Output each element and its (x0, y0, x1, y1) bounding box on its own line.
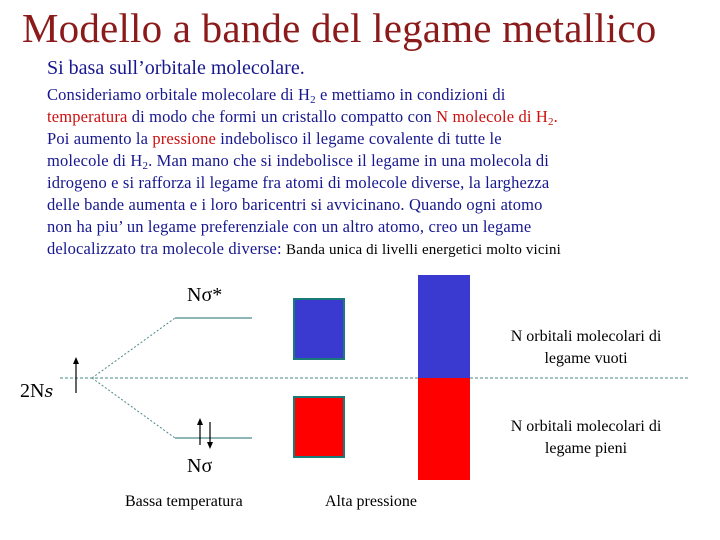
text: . Man mano che si indebolisce il legame in una molecola di (148, 151, 550, 170)
text: Poi aumento la (47, 129, 153, 148)
highlight-pressione: pressione (152, 129, 217, 148)
lower-connector (92, 378, 175, 438)
full-band-box-low-temp (294, 397, 344, 457)
subscript: 2 (142, 160, 149, 172)
arrow-head (197, 418, 203, 425)
text: molecole di H (47, 151, 143, 170)
antibonding-label: Nσ* (187, 284, 223, 306)
text: indebolisco il legame covalente di tutte le (216, 129, 502, 148)
subscript: 2 (310, 94, 316, 106)
text: e mettiamo in condizioni di (315, 85, 506, 104)
full-band-label: N orbitali molecolari di legame pieni (510, 418, 662, 457)
subscript: 2 (547, 116, 554, 128)
single-band-note: Banda unica di livelli energetici molto vicini (286, 242, 561, 258)
highlight-n-molecole: N molecole di H (436, 107, 548, 126)
bonding-label: Nσ (187, 455, 213, 477)
text: . (553, 107, 558, 126)
empty-band-high-pressure (418, 275, 470, 378)
high-pressure-caption: Alta pressione (325, 493, 417, 510)
highlight-temperatura: temperatura (47, 107, 128, 126)
arrow-head (207, 442, 213, 449)
arrow-head (73, 357, 79, 364)
empty-band-label: N orbitali molecolari di legame vuoti (510, 328, 662, 367)
paragraph-line-5: idrogeno e si rafforza il legame fra atomi di molecole diverse, la larghezza (47, 173, 550, 192)
empty-band-box-low-temp (294, 299, 344, 359)
text: 2N (20, 380, 45, 402)
text: Consideriamo orbitale molecolare di H (47, 85, 311, 104)
low-temp-caption: Bassa temperatura (125, 493, 243, 510)
text: delocalizzato tra molecole diverse: (47, 239, 287, 258)
text: di modo che formi un cristallo compatto con (127, 107, 437, 126)
orbital-symbol: s (44, 382, 54, 402)
atomic-label (20, 380, 53, 403)
page-title: Modello a bande del legame metallico (22, 5, 657, 51)
full-band-high-pressure (418, 378, 470, 480)
paragraph-line-6: delle bande aumenta e i loro baricentri si avvicinano. Quando ogni atomo (47, 195, 543, 214)
paragraph-line-7: non ha piu’ un legame preferenziale con un altro atomo, creo un legame (47, 217, 532, 236)
subtitle: Si basa sull’orbitale molecolare. (47, 57, 305, 79)
upper-connector (92, 318, 175, 378)
